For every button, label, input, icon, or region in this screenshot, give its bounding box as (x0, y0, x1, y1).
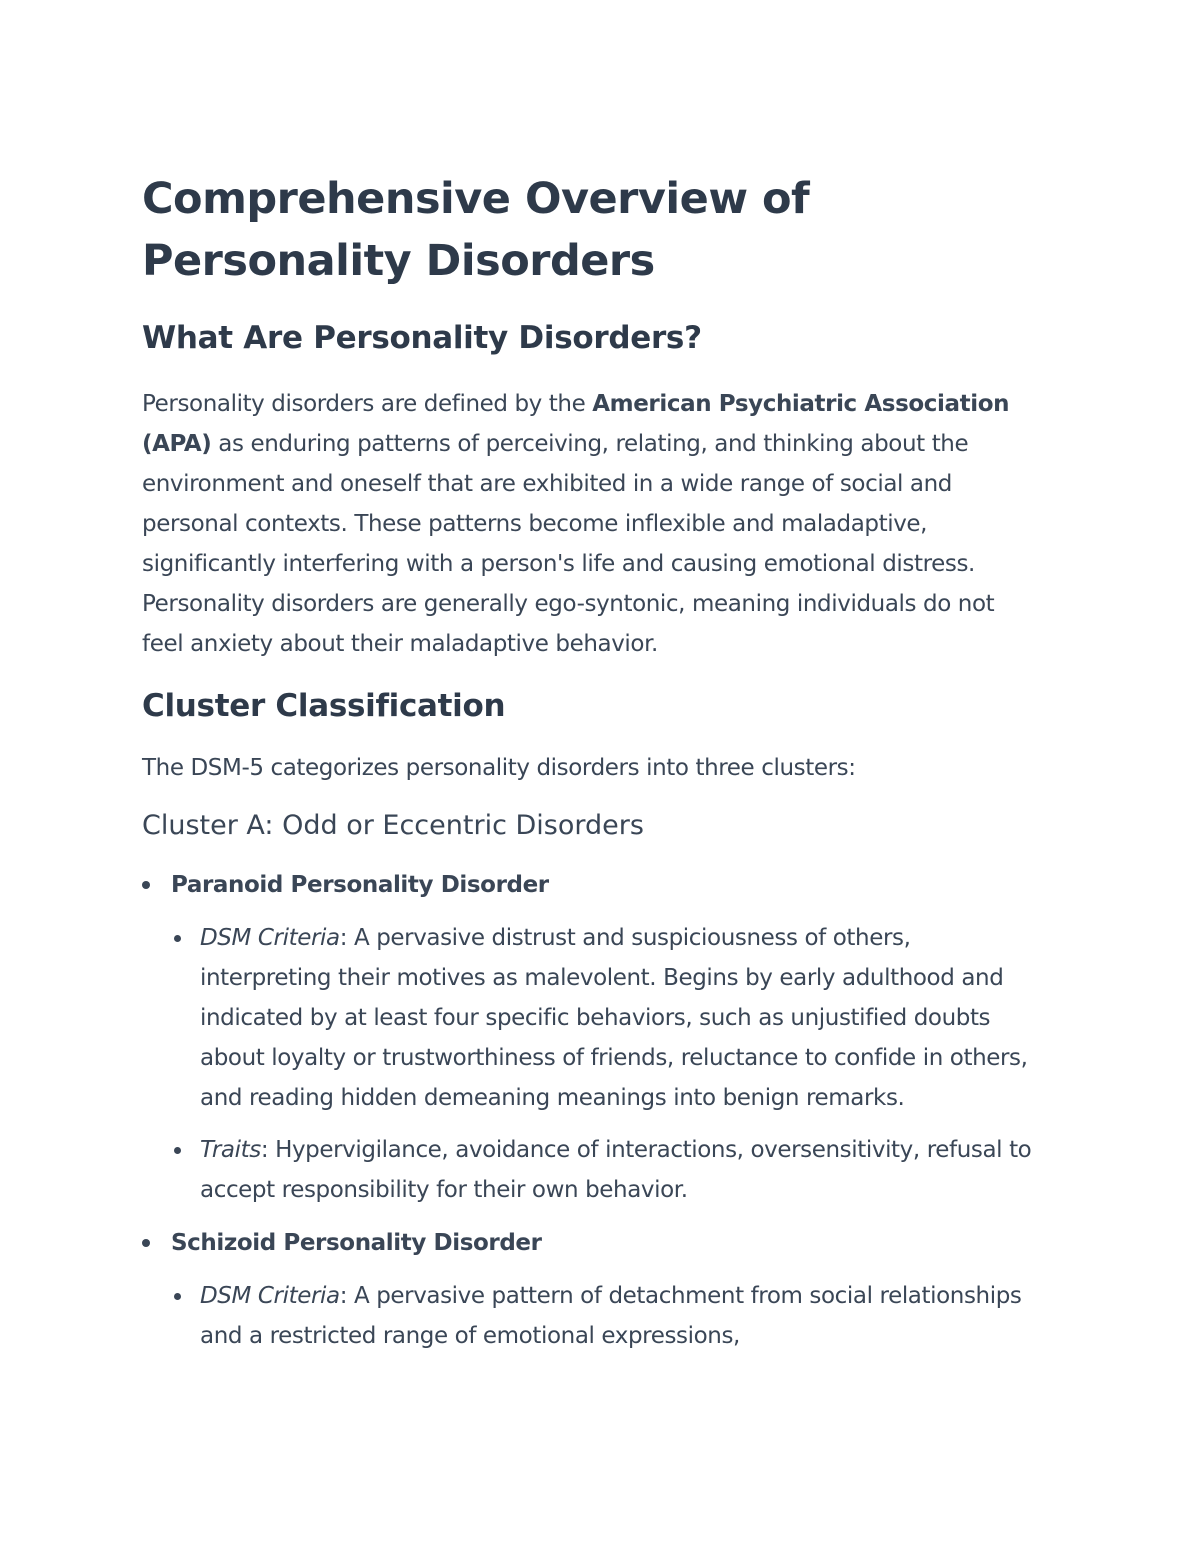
criteria-item (171, 918, 1042, 1118)
cluster-a-disorder-list (142, 868, 1042, 1356)
cluster-intro: The DSM-5 categorizes personality disorders into three clusters: (142, 755, 856, 781)
traits-text: : Hypervigilance, avoidance of interactions, oversensitivity, refusal to accept responsibility for their own behavior. (200, 1137, 1032, 1203)
apa-name: American Psychiatric Association (APA) (142, 391, 1010, 457)
traits-label: Traits (200, 1137, 261, 1163)
bullet-dot (174, 1147, 181, 1154)
title-line-1: Comprehensive Overview of (142, 174, 810, 224)
document-title (142, 168, 1042, 292)
criteria-label: DSM Criteria (200, 1283, 340, 1309)
bullet-dot (174, 1293, 181, 1300)
criteria-item (171, 1276, 1042, 1356)
section-heading-cluster-classification: Cluster Classification (142, 688, 506, 724)
bullet-dot (142, 1239, 150, 1247)
disorder-name: Paranoid Personality Disorder (171, 872, 549, 898)
definition-intro: Personality disorders are defined by the (142, 391, 593, 417)
criteria-text: : A pervasive distrust and suspiciousness of others, interpreting their motives as malevolent. Begins by early adulthood and indicated by at least four specific behaviors, such as unjustified doubts about loyalty or trustworthiness of friends, reluctance to confide in others, and reading hidden demeaning meanings into benign remarks. (200, 925, 1028, 1111)
bullet-dot (142, 881, 150, 889)
disorder-detail-list (171, 1276, 1042, 1356)
section-heading-what-are: What Are Personality Disorders? (142, 320, 702, 356)
bullet-dot (174, 935, 181, 942)
disorder-item-paranoid (142, 868, 1042, 1210)
definition-paragraph (142, 384, 1042, 664)
disorder-detail-list (171, 918, 1042, 1210)
traits-item (171, 1130, 1042, 1210)
document-page (142, 168, 1042, 1356)
definition-rest: as enduring patterns of perceiving, relating, and thinking about the environment and oneself that are exhibited in a wide range of social and personal contexts. These patterns become inflexible and maladaptive, significantly interfering with a person's life and causing emotional distress. Personality disorders are generally ego-syntonic, meaning individuals do not feel anxiety about their maladaptive behavior. (142, 431, 995, 657)
disorder-name: Schizoid Personality Disorder (171, 1230, 542, 1256)
title-line-2: Personality Disorders (142, 236, 655, 286)
criteria-text: : A pervasive pattern of detachment from social relationships and a restricted range of emotional expressions, (200, 1283, 1022, 1349)
disorder-item-schizoid (142, 1226, 1042, 1356)
cluster-a-heading: Cluster A: Odd or Eccentric Disorders (142, 810, 644, 841)
criteria-label: DSM Criteria (200, 925, 340, 951)
